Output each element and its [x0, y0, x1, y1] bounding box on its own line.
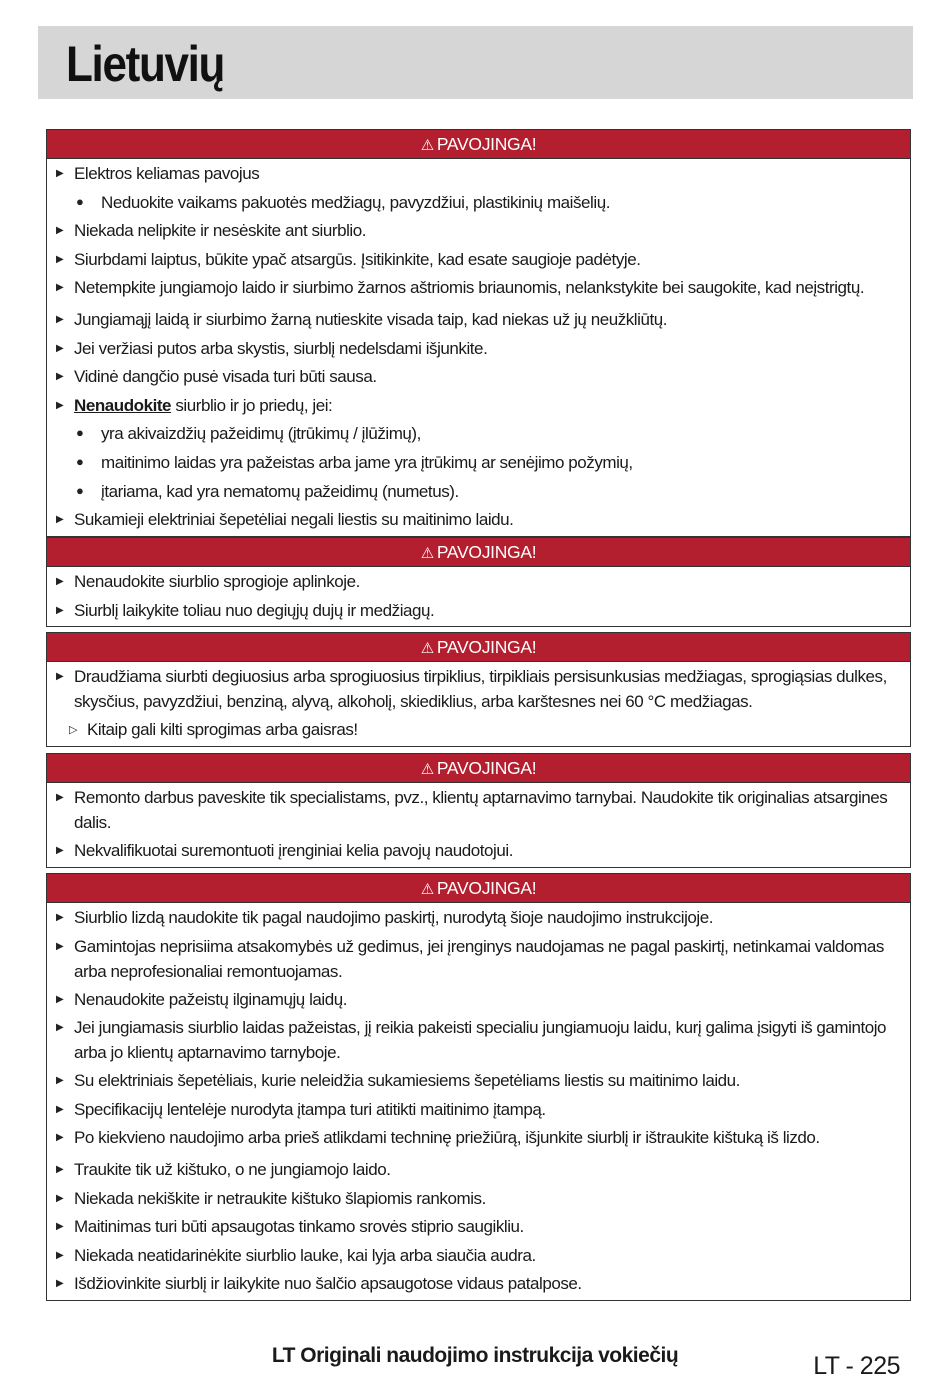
- sub-bullet-item: [47, 450, 910, 479]
- item-text: Jei veržiasi putos arba skystis, siurblį nedelsdami išjunkite.: [74, 338, 488, 358]
- bullet-item: [47, 1214, 910, 1243]
- bullet-item: [47, 785, 910, 838]
- bullet-item: [47, 336, 910, 365]
- sub-bullet-item: [47, 421, 910, 450]
- page-title: Lietuvių: [66, 36, 225, 92]
- warning-triangle-icon: ⚠: [420, 640, 434, 657]
- danger-header: [47, 130, 910, 159]
- item-text: Nenaudokite pažeistų ilginamųjų laidų.: [74, 989, 348, 1009]
- arrow-bullet-icon: ▶: [56, 993, 64, 1005]
- bullet-item: [47, 569, 910, 598]
- bullet-item: [47, 1271, 910, 1300]
- warning-triangle-icon: ⚠: [420, 137, 434, 154]
- item-text: Traukite tik už kištuko, o ne jungiamojo laido.: [74, 1159, 391, 1179]
- item-text: Siurblio lizdą naudokite tik pagal naudojimo paskirtį, nurodytą šioje naudojimo instrukcijoje.: [74, 908, 714, 927]
- item-text: Elektros keliamas pavojus: [74, 164, 260, 183]
- arrow-bullet-icon: ▶: [56, 168, 64, 179]
- item-text: Po kiekvieno naudojimo arba prieš atlikdami techninę priežiūrą, išjunkite siurblį ir ištraukite kištuką iš lizdo.: [74, 1128, 820, 1148]
- arrow-bullet-icon: ▶: [56, 399, 64, 411]
- danger-item-list: [47, 783, 910, 867]
- danger-box: [46, 873, 911, 1301]
- result-item: [47, 717, 910, 746]
- item-text: maitinimo laidas yra pažeistas arba jame yra įtrūkimų ar senėjimo požymių,: [101, 452, 633, 472]
- arrow-bullet-icon: ▶: [56, 225, 64, 237]
- item-text: Kitaip gali kilti sprogimas arba gaisras!: [87, 720, 358, 739]
- page-number: LT - 225: [813, 1352, 900, 1380]
- danger-box: [46, 129, 911, 537]
- bullet-item: [47, 1068, 910, 1097]
- bullet-item: [47, 1125, 910, 1157]
- danger-box: [46, 537, 911, 627]
- danger-item-list: [47, 903, 910, 1300]
- arrow-bullet-icon: ▶: [56, 1022, 64, 1034]
- sub-bullet-item: [47, 190, 910, 219]
- item-text: Nekvalifikuotai suremontuoti įrenginiai kelia pavojų naudotojui.: [74, 841, 513, 860]
- arrow-bullet-icon: ▶: [56, 253, 64, 265]
- danger-header: [47, 874, 910, 903]
- bullet-item: [47, 307, 910, 336]
- item-text: siurblio ir jo priedų, jei:: [171, 395, 333, 415]
- danger-header-label: PAVOJINGA!: [436, 878, 537, 898]
- danger-box: [46, 632, 911, 747]
- arrow-bullet-icon: ▶: [56, 1163, 64, 1175]
- danger-header-label: PAVOJINGA!: [436, 637, 537, 657]
- item-text: Išdžiovinkite siurblį ir laikykite nuo šalčio apsaugotose vidaus patalpose.: [74, 1274, 582, 1294]
- sub-bullet-item: [47, 479, 910, 508]
- result-arrow-icon: ▷: [69, 724, 78, 736]
- arrow-bullet-icon: ▶: [56, 845, 64, 856]
- bullet-item: [47, 1015, 910, 1068]
- item-text: Draudžiama siurbti degiuosius arba sprogiuosius tirpiklius, tirpikliais persisunkusias medžiagas, sprogiąsias dulkes, skysčius, pavyzdžiui, benziną, alyvą, alkoholį, skiediklius, arba karštesnes nei 60 °C medžiagas.: [74, 667, 887, 711]
- arrow-bullet-icon: ▶: [56, 1278, 64, 1290]
- item-text: Jungiamąjį laidą ir siurbimo žarną nutieskite visada taip, kad niekas už jų neužkliūtų.: [74, 309, 668, 329]
- arrow-bullet-icon: ▶: [56, 313, 64, 325]
- bullet-item: [47, 598, 910, 627]
- dot-bullet-icon: ●: [76, 453, 84, 469]
- item-text: Siurbdami laiptus, būkite ypač atsargūs. Įsitikinkite, kad esate saugioje padėtyje.: [74, 249, 641, 269]
- bullet-item: [47, 161, 910, 190]
- arrow-bullet-icon: ▶: [56, 1075, 64, 1087]
- danger-header-label: PAVOJINGA!: [436, 542, 537, 562]
- item-text: Specifikacijų lentelėje nurodyta įtampa turi atitikti maitinimo įtampą.: [74, 1099, 546, 1119]
- warning-triangle-icon: ⚠: [420, 545, 434, 562]
- bullet-item: [47, 1186, 910, 1215]
- item-text: Niekada nekiškite ir netraukite kištuko šlapiomis rankomis.: [74, 1188, 486, 1208]
- item-text: Niekada nelipkite ir nesėskite ant siurblio.: [74, 221, 367, 241]
- item-text: Netempkite jungiamojo laido ir siurbimo žarnos aštriomis briaunomis, nelankstykite bei saugokite, kad neįstrigtų.: [74, 278, 865, 298]
- danger-header-label: PAVOJINGA!: [436, 134, 537, 154]
- item-text: Jei jungiamasis siurblio laidas pažeistas, jį reikia pakeisti specialiu jungiamuoju laidu, kurį galima įsigyti iš gamintojo arba jo klientų aptarnavimo tarnyboje.: [74, 1018, 887, 1063]
- arrow-bullet-icon: ▶: [56, 604, 64, 616]
- bullet-item: [47, 507, 910, 536]
- arrow-bullet-icon: ▶: [56, 1249, 64, 1261]
- arrow-bullet-icon: ▶: [56, 792, 64, 803]
- bullet-item: [47, 393, 910, 422]
- item-text: įtariama, kad yra nematomų pažeidimų (numetus).: [101, 481, 459, 501]
- arrow-bullet-icon: ▶: [56, 576, 64, 587]
- bullet-item: [47, 247, 910, 276]
- item-text: Maitinimas turi būti apsaugotas tinkamo srovės stiprio saugikliu.: [74, 1217, 524, 1237]
- danger-header: [47, 538, 910, 567]
- item-text: Vidinė dangčio pusė visada turi būti sausa.: [74, 367, 377, 387]
- arrow-bullet-icon: ▶: [56, 282, 64, 294]
- bullet-item: [47, 838, 910, 867]
- emphasis-text: Nenaudokite: [74, 395, 172, 415]
- bullet-item: [47, 987, 910, 1016]
- arrow-bullet-icon: ▶: [56, 1221, 64, 1233]
- footer-title: LT Originali naudojimo instrukcija vokiečių: [271, 1344, 679, 1367]
- arrow-bullet-icon: ▶: [56, 940, 64, 952]
- arrow-bullet-icon: ▶: [56, 371, 64, 383]
- danger-box: [46, 753, 911, 868]
- danger-item-list: [47, 567, 910, 626]
- item-text: Siurblį laikykite toliau nuo degiųjų dujų ir medžiagų.: [74, 600, 435, 620]
- arrow-bullet-icon: ▶: [56, 1132, 64, 1144]
- arrow-bullet-icon: ▶: [56, 1103, 64, 1115]
- arrow-bullet-icon: ▶: [56, 671, 64, 682]
- arrow-bullet-icon: ▶: [56, 514, 64, 526]
- warning-triangle-icon: ⚠: [420, 881, 434, 898]
- danger-header-label: PAVOJINGA!: [436, 758, 537, 778]
- bullet-item: [47, 364, 910, 393]
- item-text: Nenaudokite siurblio sprogioje aplinkoje.: [74, 572, 360, 591]
- bullet-item: [47, 1097, 910, 1126]
- item-text: yra akivaizdžių pažeidimų (įtrūkimų / įlūžimų),: [101, 424, 421, 444]
- danger-header: [47, 633, 910, 662]
- item-text: Gamintojas neprisiima atsakomybės už gedimus, jei įrenginys naudojamas ne pagal paskirtį, netinkamai valdomas arba neprofesionaliai remontuojamas.: [74, 936, 884, 981]
- danger-item-list: [47, 662, 910, 746]
- arrow-bullet-icon: ▶: [56, 912, 64, 923]
- item-text: Sukamieji elektriniai šepetėliai negali liestis su maitinimo laidu.: [74, 510, 514, 530]
- dot-bullet-icon: ●: [76, 425, 84, 441]
- danger-item-list: [47, 159, 910, 536]
- arrow-bullet-icon: ▶: [56, 342, 64, 354]
- item-text: Su elektriniais šepetėliais, kurie neleidžia sukamiesiems šepetėliams liestis su maitinimo laidu.: [74, 1071, 740, 1091]
- danger-header: [47, 754, 910, 783]
- title-bar: [38, 26, 913, 99]
- bullet-item: [47, 1243, 910, 1272]
- bullet-item: [47, 934, 910, 987]
- dot-bullet-icon: ●: [76, 193, 84, 209]
- item-text: Niekada neatidarinėkite siurblio lauke, kai lyja arba siaučia audra.: [74, 1245, 536, 1265]
- warning-triangle-icon: ⚠: [420, 761, 434, 778]
- dot-bullet-icon: ●: [76, 482, 84, 498]
- item-text: Neduokite vaikams pakuotės medžiagų, pavyzdžiui, plastikinių maišelių.: [101, 192, 610, 212]
- item-text: Remonto darbus paveskite tik specialistams, pvz., klientų aptarnavimo tarnybai. Naudokite tik originalias atsargines dalis.: [74, 788, 888, 832]
- bullet-item: [47, 275, 910, 307]
- bullet-item: [47, 664, 910, 717]
- arrow-bullet-icon: ▶: [56, 1192, 64, 1204]
- bullet-item: [47, 1157, 910, 1186]
- bullet-item: [47, 218, 910, 247]
- bullet-item: [47, 905, 910, 934]
